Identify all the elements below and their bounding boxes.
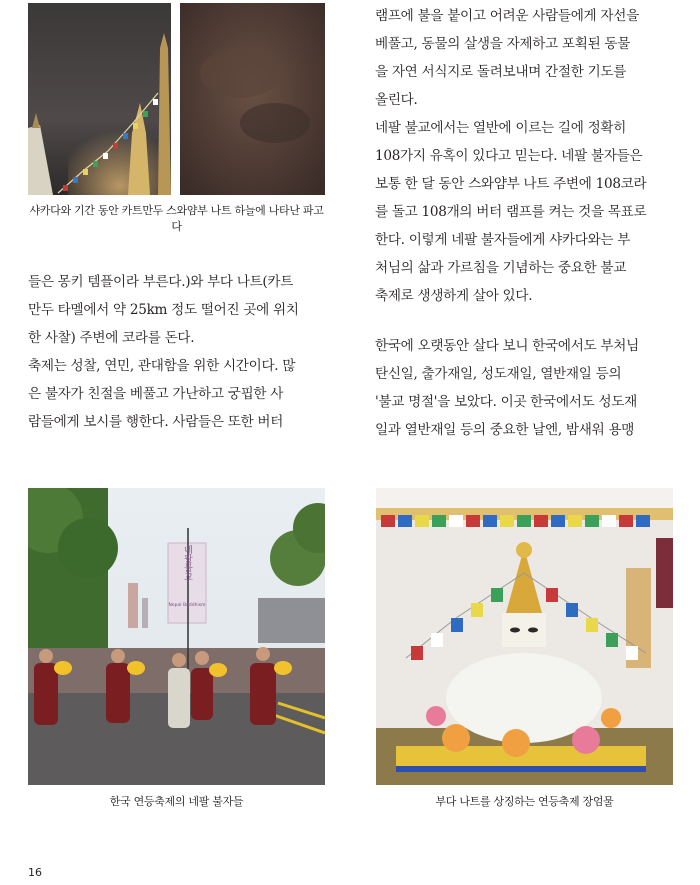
- paragraph-line: '불교 명절'을 보았다. 이곳 한국에서도 성도재: [375, 394, 637, 410]
- paragraph-gap: [375, 310, 675, 332]
- paragraph-line: 보통 한 달 동안 스와얌부 나트 주변에 108코라: [375, 176, 647, 192]
- page-number: 16: [28, 866, 42, 879]
- paragraph-line: 람들에게 보시를 행한다. 사람들은 또한 버터: [28, 414, 284, 430]
- paragraph-line: 을 자연 서식지로 돌려보내며 간절한 기도를: [375, 64, 627, 80]
- paragraph-line: 처님의 삶과 가르침을 기념하는 중요한 불교: [375, 260, 627, 276]
- lantern-festival-parade-photo: [28, 488, 325, 785]
- cloud-pagoda-photo: [180, 3, 325, 195]
- paragraph-line: 네팔 불교에서는 열반에 이르는 길에 정확히: [375, 120, 627, 136]
- paragraph-line: 축제는 성찰, 연민, 관대함을 위한 시간이다. 많: [28, 358, 296, 374]
- paragraph-line: 만두 타멜에서 약 25km 정도 떨어진 곳에 위치: [28, 302, 299, 318]
- paragraph-line: 한다. 이렇게 네팔 불자들에게 샤카다와는 부: [375, 232, 631, 248]
- right-text-column: [375, 2, 675, 444]
- banner-text: 네팔불교: [182, 545, 192, 581]
- bottom-right-photo-caption: 부다 나트를 상징하는 연등축제 장엄물: [435, 795, 614, 808]
- night-stupa-photo: [28, 3, 171, 195]
- paragraph-line: 한국에 오랫동안 살다 보니 한국에서도 부처님: [375, 338, 639, 354]
- paragraph-line: 베풀고, 동물의 살생을 자제하고 포획된 동물: [375, 36, 631, 52]
- paragraph-line: 108가지 유혹이 있다고 믿는다. 네팔 불자들은: [375, 148, 643, 164]
- bottom-left-photo-caption: 한국 연등축제의 네팔 불자들: [109, 795, 244, 808]
- paragraph-line: 은 불자가 친절을 베풀고 가난하고 궁핍한 사: [28, 386, 284, 402]
- paragraph-line: 일과 열반재일 등의 중요한 날엔, 밤새워 용맹: [375, 422, 635, 438]
- paragraph-line: 탄신일, 출가재일, 성도재일, 열반재일 등의: [375, 366, 622, 382]
- boudhanath-lantern-photo: [376, 488, 673, 785]
- paragraph-line: 들은 몽키 템플이라 부른다.)와 부다 나트(카트: [28, 274, 294, 290]
- paragraph-line: 올린다.: [375, 92, 418, 108]
- paragraph-line: 를 돌고 108개의 버터 램프를 켜는 것을 목표로: [375, 204, 647, 220]
- left-text-column: [28, 268, 328, 436]
- paragraph-line: 램프에 불을 붙이고 어려운 사람들에게 자선을: [375, 8, 639, 24]
- top-photo-caption: 샤카다와 기간 동안 카트만두 스와얌부 나트 하늘에 나타난 파고다: [29, 204, 324, 233]
- paragraph-line: 축제로 생생하게 살아 있다.: [375, 288, 533, 304]
- banner-subtext: Nepal Buddhism: [168, 603, 206, 608]
- paragraph-line: 한 사찰) 주변에 코라를 돈다.: [28, 330, 195, 346]
